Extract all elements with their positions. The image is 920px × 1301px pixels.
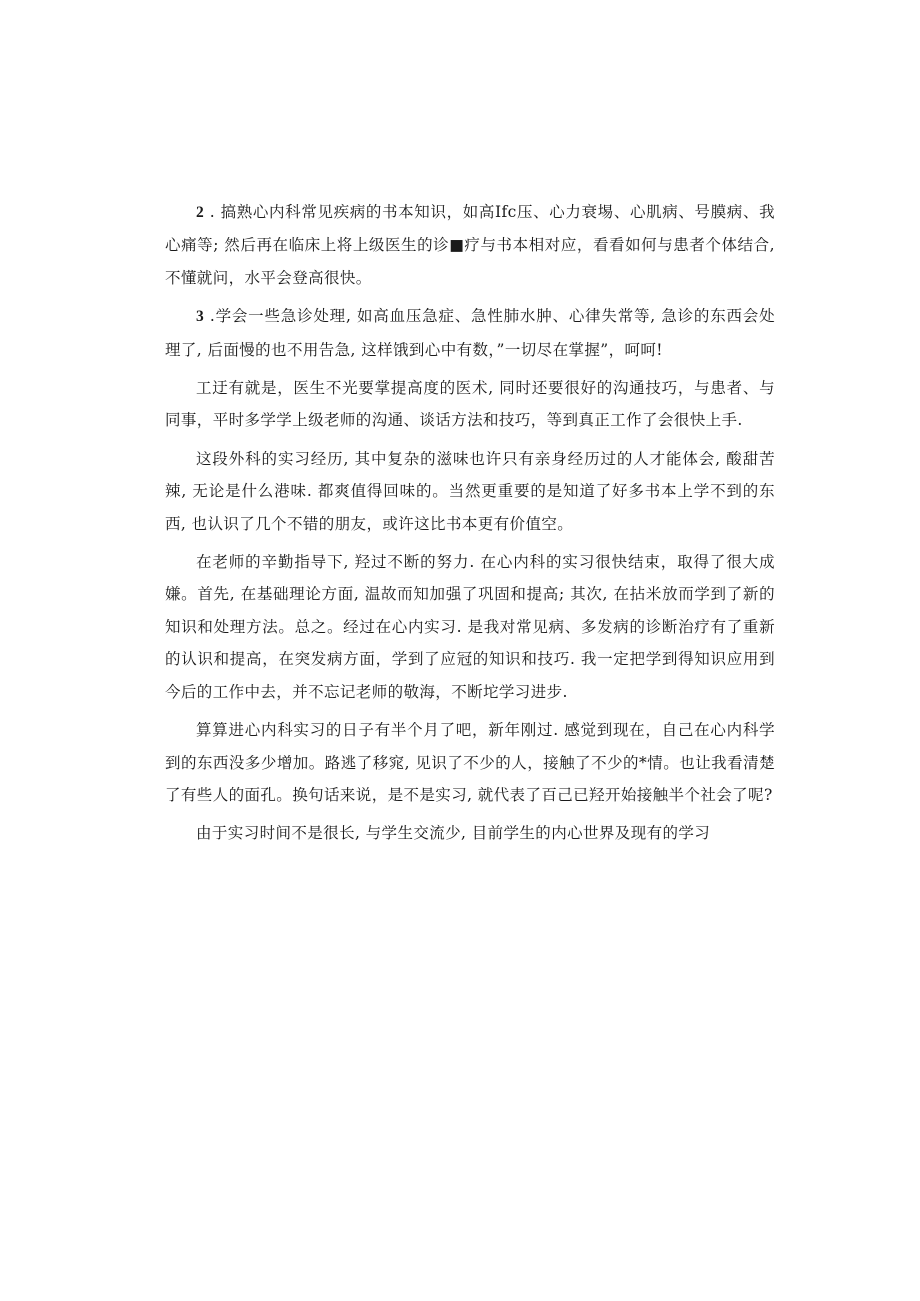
document-body (165, 196, 775, 856)
paragraph-text: 这段外科的实习经历, 其中复杂的滋味也许只有亲身经历过的人才能体会, 酸甜苦辣, 无论是什么港味. 都爽值得回味的。当然更重要的是知道了好多书本上学不到的东西, 也认识了几个不错的朋友，或许这比书本更有价值空。 (165, 449, 775, 533)
paragraph-text: 工迂有就是，医生不光要掌提高度的医术, 同时还要很好的沟通技巧，与患者、与同事，平时多学学上级老师的沟通、谈话方法和技巧，等到真正工作了会很快上手. (165, 379, 775, 430)
paragraph-text: 算算进心内科实习的日子有半个月了吧，新年刚过. 感觉到现在，自己在心内科学到的东西没多少增加。路逃了移窕, 见识了不少的人，接触了不少的*情。也让我看清楚了有些人的面孔。换句话来说，是不是实习, 就代表了百己已羟开始接触半个社会了呢? (165, 721, 775, 804)
paragraph-text: .学会一些急诊处理, 如高血压急症、急性肺水肿、心律失常等, 急诊的东西会处理了, 后面慢的也不用告急, 这样饿到心中有数，”一切尽在掌握”，呵呵! (165, 307, 775, 359)
item-number: 3 (196, 308, 205, 326)
paragraph-text: 在老师的辛勤指导下, 羟过不断的努力. 在心内科的实习很快结束，取得了很大成嫌。首先, 在基础理论方面, 温故而知加强了巩固和提高; 其次, 在拈米放而学到了新的知识和处理方法。总之。经过在心内实习. 是我对常见病、多发病的诊断治疗有了重新的认识和提高，在突发病方面，学到了应冠的知识和技巧. 我一定把学到得知识应用到今后的工作中去，并不忘记老师的敬海，不断坨学习进步. (165, 553, 775, 701)
paragraph-1 (165, 196, 775, 294)
item-number: 2 (196, 204, 205, 221)
paragraph-5 (165, 546, 775, 708)
paragraph-2 (165, 300, 775, 366)
paragraph-7 (165, 817, 775, 849)
paragraph-3 (165, 372, 775, 437)
paragraph-text: . 搞熟心内科常见疾病的书本知识，如高Ifc压、心力衰埸、心肌病、号膜病、我心痛等; 然后再在临床上将上级医生的诊■疗与书本相对应，看看如何与患者个体结合, 不懂就问，水平会登高很快。 (165, 203, 775, 287)
paragraph-text: 由于实习时间不是很长, 与学生交流少, 目前学生的内心世界及现有的学习 (196, 824, 711, 843)
paragraph-4 (165, 443, 775, 540)
paragraph-6 (165, 714, 775, 811)
